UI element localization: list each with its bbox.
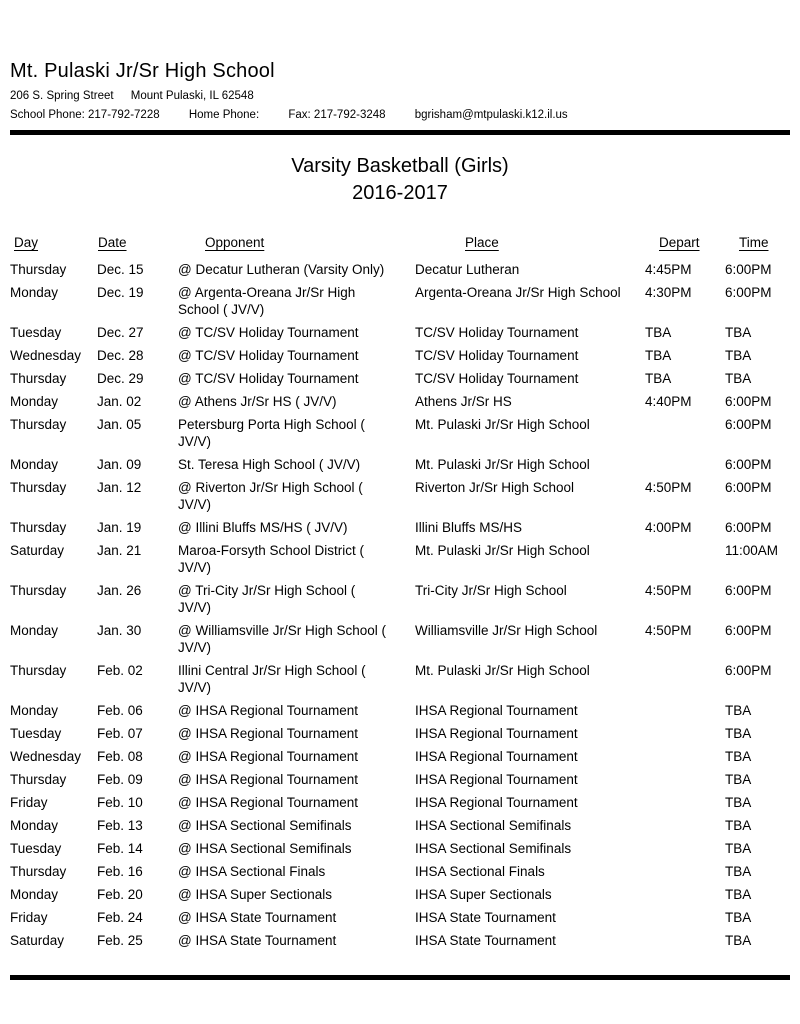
cell-day: Monday bbox=[10, 623, 59, 638]
cell-time: TBA bbox=[725, 933, 752, 948]
schedule-row bbox=[10, 794, 790, 817]
cell-opponent: @ Argenta-Oreana Jr/Sr High School ( JV/V) bbox=[178, 285, 356, 317]
cell-date: Jan. 05 bbox=[97, 417, 142, 432]
cell-depart bbox=[645, 909, 725, 932]
home-phone-label: Home Phone: bbox=[188, 109, 260, 121]
cell-depart bbox=[645, 840, 725, 863]
cell-opponent: Illini Central Jr/Sr High School ( JV/V) bbox=[178, 663, 366, 695]
schedule-row bbox=[10, 479, 790, 519]
cell-date: Feb. 06 bbox=[97, 703, 143, 718]
cell-time: TBA bbox=[725, 818, 752, 833]
schedule-row bbox=[10, 393, 790, 416]
cell-place: IHSA Regional Tournament bbox=[415, 749, 578, 764]
cell-time: TBA bbox=[725, 726, 752, 741]
cell-opponent: @ TC/SV Holiday Tournament bbox=[178, 348, 359, 363]
cell-day: Wednesday bbox=[10, 348, 82, 363]
cell-opponent: @ IHSA Regional Tournament bbox=[178, 726, 359, 741]
column-header-opponent: Opponent bbox=[205, 235, 265, 250]
cell-date: Feb. 07 bbox=[97, 726, 143, 741]
cell-depart bbox=[645, 794, 725, 817]
cell-time: 6:00PM bbox=[725, 583, 772, 598]
cell-depart bbox=[645, 662, 725, 702]
cell-date: Feb. 09 bbox=[97, 772, 143, 787]
school-address bbox=[10, 90, 790, 102]
cell-depart bbox=[645, 886, 725, 909]
cell-date: Dec. 28 bbox=[97, 348, 144, 363]
cell-depart: 4:45PM bbox=[645, 262, 692, 277]
cell-day: Monday bbox=[10, 703, 59, 718]
document-title-block bbox=[10, 153, 790, 207]
cell-time: 6:00PM bbox=[725, 457, 772, 472]
cell-depart bbox=[645, 456, 725, 479]
cell-time: 6:00PM bbox=[725, 262, 772, 277]
cell-depart: 4:40PM bbox=[645, 394, 692, 409]
cell-date: Jan. 30 bbox=[97, 623, 142, 638]
cell-time: 6:00PM bbox=[725, 480, 772, 495]
cell-date: Feb. 24 bbox=[97, 910, 143, 925]
cell-date: Feb. 25 bbox=[97, 933, 143, 948]
school-phone: School Phone: 217-792-7228 bbox=[10, 109, 160, 121]
cell-depart bbox=[645, 817, 725, 840]
cell-place: IHSA Regional Tournament bbox=[415, 703, 578, 718]
cell-date: Jan. 21 bbox=[97, 543, 142, 558]
cell-opponent: @ IHSA Sectional Finals bbox=[178, 864, 326, 879]
cell-time: 6:00PM bbox=[725, 394, 772, 409]
cell-time: TBA bbox=[725, 864, 752, 879]
schedule-row bbox=[10, 542, 790, 582]
cell-place: IHSA Regional Tournament bbox=[415, 795, 578, 810]
cell-day: Thursday bbox=[10, 371, 67, 386]
cell-day: Thursday bbox=[10, 520, 67, 535]
cell-depart: 4:50PM bbox=[645, 583, 692, 598]
cell-day: Monday bbox=[10, 285, 59, 300]
schedule-row bbox=[10, 909, 790, 932]
contact-email: bgrisham@mtpulaski.k12.il.us bbox=[414, 109, 568, 121]
schedule-row bbox=[10, 725, 790, 748]
cell-opponent: @ IHSA Super Sectionals bbox=[178, 887, 333, 902]
cell-day: Thursday bbox=[10, 772, 67, 787]
cell-date: Dec. 27 bbox=[97, 325, 144, 340]
cell-opponent: @ IHSA Regional Tournament bbox=[178, 749, 359, 764]
address-street: 206 S. Spring Street bbox=[10, 90, 114, 102]
address-city: Mount Pulaski, IL 62548 bbox=[130, 90, 254, 102]
schedule-row bbox=[10, 347, 790, 370]
cell-opponent: Maroa-Forsyth School District ( JV/V) bbox=[178, 543, 365, 575]
school-contact-line bbox=[10, 109, 790, 121]
cell-place: TC/SV Holiday Tournament bbox=[415, 371, 579, 386]
footer-rule bbox=[10, 975, 790, 980]
cell-place: Mt. Pulaski Jr/Sr High School bbox=[415, 663, 590, 678]
cell-opponent: @ IHSA Regional Tournament bbox=[178, 703, 359, 718]
cell-opponent: @ Illini Bluffs MS/HS ( JV/V) bbox=[178, 520, 348, 535]
cell-day: Tuesday bbox=[10, 726, 62, 741]
cell-time: TBA bbox=[725, 749, 752, 764]
cell-date: Jan. 19 bbox=[97, 520, 142, 535]
cell-day: Saturday bbox=[10, 543, 65, 558]
cell-place: IHSA Regional Tournament bbox=[415, 772, 578, 787]
cell-place: Mt. Pulaski Jr/Sr High School bbox=[415, 417, 590, 432]
cell-opponent: @ IHSA Sectional Semifinals bbox=[178, 818, 352, 833]
cell-time: 11:00AM bbox=[725, 543, 779, 558]
cell-depart: TBA bbox=[645, 348, 672, 363]
cell-depart: 4:00PM bbox=[645, 520, 692, 535]
cell-opponent: @ IHSA State Tournament bbox=[178, 933, 337, 948]
cell-time: TBA bbox=[725, 910, 752, 925]
schedule-row bbox=[10, 582, 790, 622]
cell-date: Feb. 20 bbox=[97, 887, 143, 902]
cell-opponent: @ Athens Jr/Sr HS ( JV/V) bbox=[178, 394, 337, 409]
cell-place: TC/SV Holiday Tournament bbox=[415, 325, 579, 340]
schedule-row bbox=[10, 702, 790, 725]
cell-time: 6:00PM bbox=[725, 285, 772, 300]
cell-time: 6:00PM bbox=[725, 663, 772, 678]
cell-day: Friday bbox=[10, 795, 48, 810]
cell-day: Tuesday bbox=[10, 841, 62, 856]
schedule-table-body bbox=[10, 261, 790, 955]
cell-place: Williamsville Jr/Sr High School bbox=[415, 623, 598, 638]
column-header-date: Date bbox=[98, 235, 127, 250]
cell-date: Jan. 09 bbox=[97, 457, 142, 472]
cell-opponent: @ TC/SV Holiday Tournament bbox=[178, 371, 359, 386]
cell-place: IHSA Sectional Finals bbox=[415, 864, 545, 879]
column-header-place: Place bbox=[465, 235, 499, 250]
cell-depart bbox=[645, 863, 725, 886]
cell-place: IHSA Sectional Semifinals bbox=[415, 818, 572, 833]
column-header-depart: Depart bbox=[659, 235, 700, 250]
cell-day: Thursday bbox=[10, 480, 67, 495]
cell-opponent: @ IHSA State Tournament bbox=[178, 910, 337, 925]
schedule-row bbox=[10, 863, 790, 886]
cell-depart: 4:30PM bbox=[645, 285, 692, 300]
cell-depart: TBA bbox=[645, 371, 672, 386]
cell-depart bbox=[645, 725, 725, 748]
cell-opponent: St. Teresa High School ( JV/V) bbox=[178, 457, 361, 472]
cell-date: Jan. 12 bbox=[97, 480, 142, 495]
schedule-row bbox=[10, 519, 790, 542]
cell-place: Mt. Pulaski Jr/Sr High School bbox=[415, 457, 590, 472]
cell-time: TBA bbox=[725, 887, 752, 902]
cell-date: Dec. 19 bbox=[97, 285, 144, 300]
cell-opponent: @ Williamsville Jr/Sr High School ( JV/V) bbox=[178, 623, 386, 655]
cell-place: IHSA State Tournament bbox=[415, 933, 556, 948]
schedule-row bbox=[10, 748, 790, 771]
cell-depart: TBA bbox=[645, 325, 672, 340]
cell-time: TBA bbox=[725, 348, 752, 363]
document-header bbox=[10, 60, 790, 135]
fax-number: Fax: 217-792-3248 bbox=[288, 109, 386, 121]
cell-place: Riverton Jr/Sr High School bbox=[415, 480, 575, 495]
cell-date: Jan. 26 bbox=[97, 583, 142, 598]
schedule-row bbox=[10, 622, 790, 662]
schedule-row bbox=[10, 284, 790, 324]
cell-day: Saturday bbox=[10, 933, 65, 948]
cell-depart: 4:50PM bbox=[645, 480, 692, 495]
cell-place: Decatur Lutheran bbox=[415, 262, 520, 277]
cell-opponent: Petersburg Porta High School ( JV/V) bbox=[178, 417, 365, 449]
schedule-row bbox=[10, 840, 790, 863]
cell-time: TBA bbox=[725, 371, 752, 386]
cell-place: IHSA State Tournament bbox=[415, 910, 556, 925]
cell-time: TBA bbox=[725, 772, 752, 787]
schedule-row bbox=[10, 771, 790, 794]
cell-opponent: @ Riverton Jr/Sr High School ( JV/V) bbox=[178, 480, 363, 512]
cell-date: Jan. 02 bbox=[97, 394, 142, 409]
document-season: 2016-2017 bbox=[352, 182, 448, 204]
cell-day: Thursday bbox=[10, 663, 67, 678]
schedule-row bbox=[10, 662, 790, 702]
cell-day: Thursday bbox=[10, 262, 67, 277]
cell-place: Mt. Pulaski Jr/Sr High School bbox=[415, 543, 590, 558]
school-name: Mt. Pulaski Jr/Sr High School bbox=[10, 60, 275, 82]
cell-date: Feb. 10 bbox=[97, 795, 143, 810]
cell-opponent: @ Decatur Lutheran (Varsity Only) bbox=[178, 262, 385, 277]
schedule-row bbox=[10, 261, 790, 284]
cell-day: Monday bbox=[10, 818, 59, 833]
cell-day: Monday bbox=[10, 887, 59, 902]
cell-time: TBA bbox=[725, 841, 752, 856]
cell-date: Feb. 13 bbox=[97, 818, 143, 833]
cell-day: Thursday bbox=[10, 583, 67, 598]
cell-time: TBA bbox=[725, 703, 752, 718]
cell-opponent: @ IHSA Sectional Semifinals bbox=[178, 841, 352, 856]
column-header-time: Time bbox=[739, 235, 769, 250]
schedule-row bbox=[10, 886, 790, 909]
cell-time: 6:00PM bbox=[725, 623, 772, 638]
cell-place: TC/SV Holiday Tournament bbox=[415, 348, 579, 363]
table-header-row bbox=[10, 235, 790, 261]
cell-day: Monday bbox=[10, 394, 59, 409]
schedule-row bbox=[10, 324, 790, 347]
cell-day: Monday bbox=[10, 457, 59, 472]
cell-opponent: @ IHSA Regional Tournament bbox=[178, 772, 359, 787]
cell-opponent: @ Tri-City Jr/Sr High School ( JV/V) bbox=[178, 583, 356, 615]
schedule-row bbox=[10, 817, 790, 840]
cell-depart: 4:50PM bbox=[645, 623, 692, 638]
cell-date: Feb. 02 bbox=[97, 663, 143, 678]
schedule-row bbox=[10, 456, 790, 479]
cell-place: IHSA Sectional Semifinals bbox=[415, 841, 572, 856]
schedule-row bbox=[10, 416, 790, 456]
cell-place: Tri-City Jr/Sr High School bbox=[415, 583, 567, 598]
column-header-day: Day bbox=[14, 235, 39, 250]
cell-date: Feb. 16 bbox=[97, 864, 143, 879]
cell-time: 6:00PM bbox=[725, 417, 772, 432]
cell-depart bbox=[645, 702, 725, 725]
cell-opponent: @ IHSA Regional Tournament bbox=[178, 795, 359, 810]
cell-day: Thursday bbox=[10, 864, 67, 879]
cell-day: Tuesday bbox=[10, 325, 62, 340]
header-rule bbox=[10, 130, 790, 135]
cell-place: Argenta-Oreana Jr/Sr High School bbox=[415, 285, 621, 300]
schedule-row bbox=[10, 932, 790, 955]
cell-depart bbox=[645, 932, 725, 955]
cell-depart bbox=[645, 416, 725, 456]
cell-date: Feb. 08 bbox=[97, 749, 143, 764]
schedule-row bbox=[10, 370, 790, 393]
cell-date: Feb. 14 bbox=[97, 841, 143, 856]
cell-time: 6:00PM bbox=[725, 520, 772, 535]
cell-day: Friday bbox=[10, 910, 48, 925]
document-title: Varsity Basketball (Girls) bbox=[291, 155, 509, 177]
cell-depart bbox=[645, 748, 725, 771]
cell-place: IHSA Regional Tournament bbox=[415, 726, 578, 741]
cell-opponent: @ TC/SV Holiday Tournament bbox=[178, 325, 359, 340]
cell-day: Wednesday bbox=[10, 749, 82, 764]
cell-place: Athens Jr/Sr HS bbox=[415, 394, 512, 409]
cell-depart bbox=[645, 771, 725, 794]
cell-depart bbox=[645, 542, 725, 582]
cell-time: TBA bbox=[725, 325, 752, 340]
cell-place: Illini Bluffs MS/HS bbox=[415, 520, 523, 535]
schedule-table bbox=[10, 235, 790, 955]
cell-place: IHSA Super Sectionals bbox=[415, 887, 552, 902]
cell-date: Dec. 29 bbox=[97, 371, 144, 386]
cell-day: Thursday bbox=[10, 417, 67, 432]
cell-date: Dec. 15 bbox=[97, 262, 144, 277]
cell-time: TBA bbox=[725, 795, 752, 810]
